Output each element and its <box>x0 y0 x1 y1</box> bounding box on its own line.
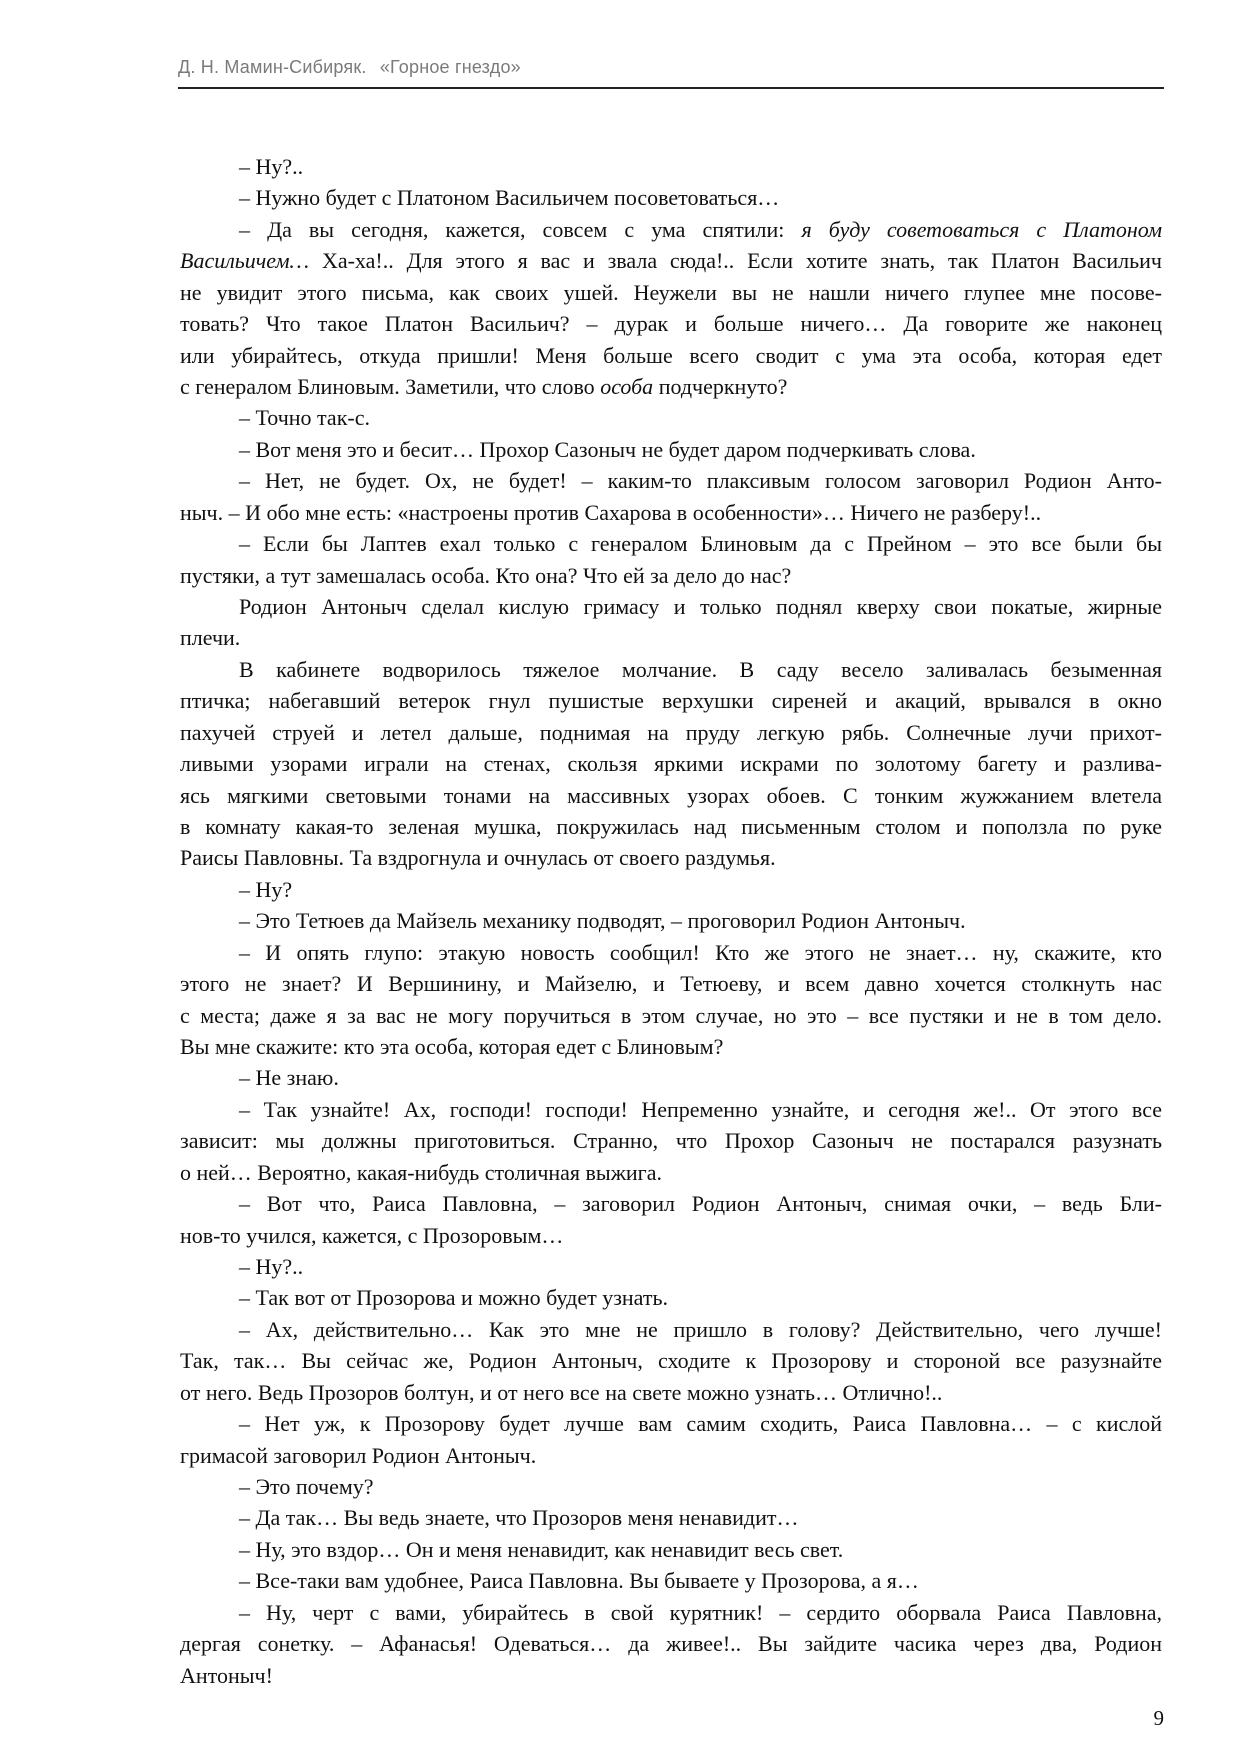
italic-segment: я буду советоваться с Платоном <box>801 216 1163 242</box>
text-segment: – Это почему? <box>239 1474 374 1500</box>
text-segment: ливыми узорами играли на стенах, скользя яркими искрами по золотому багету и разлива- <box>180 751 1162 777</box>
text-line <box>180 780 1162 811</box>
header-rule <box>178 87 1164 89</box>
text-line <box>239 1282 1162 1313</box>
text-segment: этого не знает? И Вершинину, и Майзелю, и Тетюеву, и всем давно хочется столкнуть нас <box>180 971 1162 997</box>
text-line <box>239 1408 1162 1439</box>
text-line <box>239 1565 1162 1596</box>
text-line <box>239 151 1162 182</box>
text-line <box>239 182 1162 213</box>
text-segment: – Не знаю. <box>239 1065 339 1091</box>
text-line <box>180 340 1162 371</box>
text-line <box>180 1157 1162 1188</box>
text-line <box>180 1220 1162 1251</box>
text-segment: – Да вы сегодня, кажется, совсем с ума спятили: <box>239 216 802 242</box>
italic-segment: Васильичем… <box>180 248 310 274</box>
text-line <box>239 1062 1162 1093</box>
text-segment: Родион Антоныч сделал кислую гримасу и только поднял кверху свои покатые, жирные <box>239 594 1162 620</box>
text-line <box>239 937 1162 968</box>
text-line <box>180 1660 1162 1691</box>
text-line <box>239 1502 1162 1533</box>
text-line <box>239 1251 1162 1282</box>
text-segment: – Так вот от Прозорова и можно будет узнать. <box>239 1285 669 1311</box>
text-line <box>180 1125 1162 1156</box>
text-line <box>239 465 1162 496</box>
text-segment: с генералом Блиновым. Заметили, что слово <box>180 374 601 399</box>
text-segment: – Вот меня это и бесит… Прохор Сазоныч не будет даром подчеркивать слова. <box>239 436 976 462</box>
text-segment: – Так узнайте! Ах, господи! господи! Непременно узнайте, и сегодня же!.. От этого все <box>239 1096 1162 1122</box>
text-line <box>239 402 1162 433</box>
text-segment: – Да так… Вы ведь знаете, что Прозоров меня ненавидит… <box>239 1505 799 1531</box>
text-segment: – Все-таки вам удобнее, Раиса Павловна. Вы бываете у Прозорова, а я… <box>239 1568 919 1594</box>
text-line <box>180 1628 1162 1659</box>
text-segment: В кабинете водворилось тяжелое молчание. В саду весело заливалась безыменная <box>239 656 1162 682</box>
text-segment: о ней… Вероятно, какая-нибудь столичная выжига. <box>180 1159 662 1185</box>
text-line <box>239 1314 1162 1345</box>
text-line <box>239 1471 1162 1502</box>
header-title: «Горное гнездо» <box>379 57 521 77</box>
text-line <box>239 1188 1162 1219</box>
text-segment: в комнату какая-то зеленая мушка, покружилась над письменным столом и поползла по руке <box>180 814 1162 840</box>
text-line <box>180 968 1162 999</box>
text-segment: – Ну, черт с вами, убирайтесь в свой курятник! – сердито оборвала Раиса Павловна, <box>239 1599 1162 1625</box>
text-line <box>239 654 1162 685</box>
text-line <box>239 905 1162 936</box>
text-line <box>180 1031 1162 1062</box>
text-segment: – Ну?.. <box>239 1254 304 1280</box>
header-author: Д. Н. Мамин-Сибиряк. <box>178 57 367 77</box>
text-line <box>180 560 1162 591</box>
text-segment: – Вот что, Раиса Павловна, – заговорил Родион Антоныч, снимая очки, – ведь Бли- <box>239 1191 1162 1217</box>
text-line <box>180 1000 1162 1031</box>
text-segment: – Если бы Лаптев ехал только с генералом Блиновым да с Прейном – это все были бы <box>239 531 1162 557</box>
text-line <box>239 874 1162 905</box>
text-segment: – Нет, не будет. Ох, не будет! – каким-то плаксивым голосом заговорил Родион Анто- <box>239 468 1162 494</box>
text-line <box>180 371 1162 402</box>
text-segment: Так, так… Вы сейчас же, Родион Антоныч, сходите к Прозорову и стороной все разузнайте <box>180 1348 1162 1374</box>
text-line <box>239 1094 1162 1125</box>
text-segment: ясь мягкими световыми тонами на массивных узорах обоев. С тонким жужжанием влетела <box>180 782 1162 808</box>
text-segment: пустяки, а тут замешалась особа. Кто она? Что ей за дело до нас? <box>180 562 792 588</box>
text-line <box>180 277 1162 308</box>
text-segment: – Ну, это вздор… Он и меня ненавидит, как ненавидит весь свет. <box>239 1536 844 1562</box>
text-segment: – Ну? <box>239 876 293 902</box>
text-segment: не увидит этого письма, как своих ушей. Неужели вы не нашли ничего глупее мне посове- <box>180 279 1162 305</box>
text-line <box>239 214 1162 245</box>
text-segment: – Это Тетюев да Майзель механику подводят, – проговорил Родион Антоныч. <box>239 908 966 934</box>
text-line <box>239 1534 1162 1565</box>
text-line <box>239 434 1162 465</box>
italic-segment: особа <box>600 374 654 399</box>
text-line <box>180 842 1162 873</box>
text-segment: ныч. – И обо мне есть: «настроены против Сахарова в особенности»… Ничего не разберу!.. <box>180 499 1042 525</box>
text-segment: дергая сонетку. – Афанасья! Одеваться… да живее!.. Вы зайдите часика через два, Родион <box>180 1631 1162 1657</box>
text-segment: Ха-ха!.. Для этого я вас и звала сюда!.. Если хотите знать, так Платон Васильич <box>309 248 1162 274</box>
text-segment: с места; даже я за вас не могу поручиться в этом случае, но это – все пустяки и не в том дело. <box>180 1002 1162 1028</box>
text-line <box>239 1597 1162 1628</box>
text-segment: – Точно так-с. <box>239 405 370 431</box>
text-segment: плечи. <box>180 625 241 651</box>
text-segment: от него. Ведь Прозоров болтун, и от него все на свете можно узнать… Отлично!.. <box>180 1379 943 1405</box>
text-line <box>180 811 1162 842</box>
text-segment: – Нет уж, к Прозорову будет лучше вам самим сходить, Раиса Павловна… – с кислой <box>239 1411 1162 1437</box>
text-segment: – Ах, действительно… Как это мне не пришло в голову? Действительно, чего лучше! <box>239 1316 1162 1342</box>
text-segment: товать? Что такое Платон Васильич? – дурак и больше ничего… Да говорите же наконец <box>180 311 1162 337</box>
text-segment: – Ну?.. <box>239 154 304 179</box>
page-number: 9 <box>1153 1706 1164 1730</box>
text-segment: гримасой заговорил Родион Антоныч. <box>180 1442 537 1468</box>
text-line <box>239 591 1162 622</box>
text-segment: пахучей струей и летел дальше, поднимая на пруду легкую рябь. Солнечные лучи прихот- <box>180 719 1162 745</box>
text-segment: – Нужно будет с Платоном Васильичем посоветоваться… <box>239 185 780 211</box>
text-segment: или убирайтесь, откуда пришли! Меня больше всего сводит с ума эта особа, которая едет <box>180 342 1162 368</box>
text-segment: Антоныч! <box>180 1662 273 1688</box>
text-line <box>180 685 1162 716</box>
text-line <box>180 308 1162 339</box>
text-line <box>180 622 1162 653</box>
text-line <box>180 1377 1162 1408</box>
text-segment: подчеркнуто? <box>653 374 788 399</box>
text-line <box>180 1345 1162 1376</box>
running-header <box>178 57 529 78</box>
text-segment: – И опять глупо: этакую новость сообщил! Кто же этого не знает… ну, скажите, кто <box>239 939 1162 965</box>
text-line <box>180 497 1162 528</box>
text-segment: птичка; набегавший ветерок гнул пушистые верхушки сиреней и акаций, врывался в окно <box>180 688 1162 714</box>
text-line <box>239 528 1162 559</box>
text-line <box>180 748 1162 779</box>
text-line <box>180 717 1162 748</box>
text-segment: Раисы Павловны. Та вздрогнула и очнулась от своего раздумья. <box>180 845 776 871</box>
text-segment: зависит: мы должны приготовиться. Странно, что Прохор Сазоныч не постарался разузнать <box>180 1128 1162 1154</box>
text-segment: нов-то учился, кажется, с Прозоровым… <box>180 1222 564 1248</box>
text-segment: Вы мне скажите: кто эта особа, которая едет с Блиновым? <box>180 1034 724 1060</box>
text-line <box>180 1440 1162 1471</box>
text-line <box>180 245 1162 276</box>
